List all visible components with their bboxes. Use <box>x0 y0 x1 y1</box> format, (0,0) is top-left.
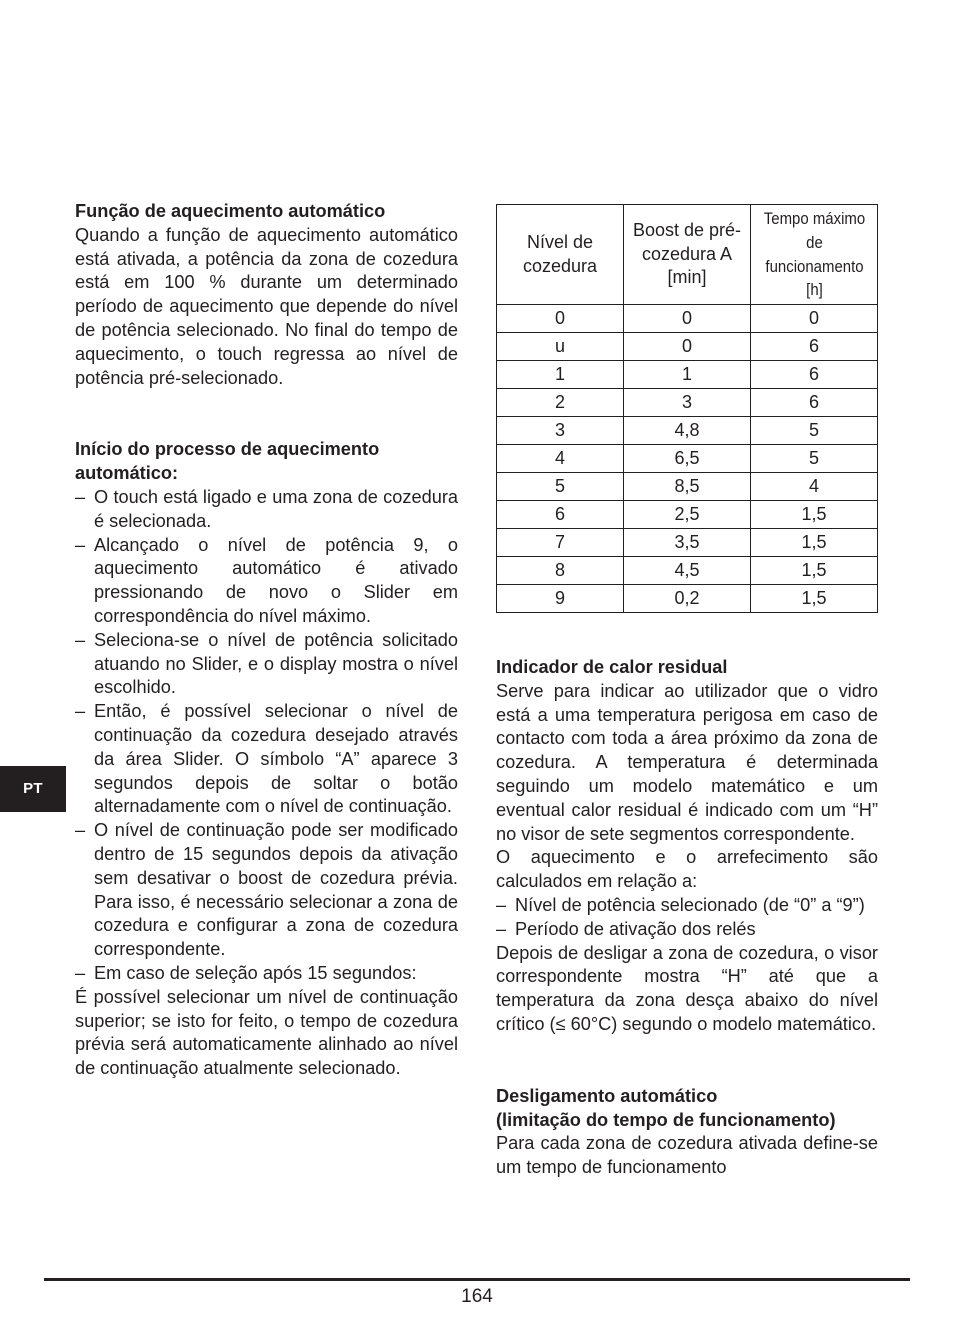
table-cell: 6 <box>497 501 624 529</box>
table-row <box>497 445 878 473</box>
table-cell: 1,5 <box>751 557 878 585</box>
table-cell: 6 <box>751 361 878 389</box>
list-item: – Nível de potência selecionado (de “0” a “9”) <box>496 894 878 918</box>
table-cell: 4,5 <box>624 557 751 585</box>
residual-heat-description: Serve para indicar ao utilizador que o vidro está a uma temperatura perigosa em caso de contacto com toda a área próximo da zona de cozedura. A temperatura é determinada seguindo um modelo matemático e um eventual calor residual é indicado com um “H” no visor de sete segmentos correspondente. <box>496 680 878 844</box>
right-column <box>496 656 878 1180</box>
auto-heat-start-heading: Início do processo de aquecimento automático: <box>75 439 380 484</box>
auto-off-heading-line2: (limitação do tempo de funcionamento) <box>496 1109 836 1130</box>
table-cell: 0 <box>497 305 624 333</box>
table-row <box>497 529 878 557</box>
auto-heat-heading: Função de aquecimento automático <box>75 201 386 221</box>
list-item: – Alcançado o nível de potência 9, o aquecimento automático é ativado pressionando de novo o Slider em correspondência do nível máximo. <box>75 534 458 629</box>
list-item: – Em caso de seleção após 15 segundos: <box>75 962 458 986</box>
table-cell: 4 <box>751 473 878 501</box>
table-row <box>497 501 878 529</box>
language-tab: PT <box>0 766 66 812</box>
table-cell: 0,2 <box>624 585 751 613</box>
list-item: – O nível de continuação pode ser modificado dentro de 15 segundos depois da ativação sem desativar o boost de cozedura prévia. Para isso, é necessário selecionar a zona de cozedura e configurar a zona de cozedura correspondente. <box>75 819 458 962</box>
table-cell: 6 <box>751 333 878 361</box>
list-item: – O touch está ligado e uma zona de cozedura é selecionada. <box>75 486 458 534</box>
table-cell: 4 <box>497 445 624 473</box>
header-max-time: Tempo máximo de funcionamento [h] <box>758 205 870 305</box>
table-cell: 1 <box>624 361 751 389</box>
footer-rule <box>44 1278 910 1281</box>
table-cell: 5 <box>751 417 878 445</box>
residual-heat-heading: Indicador de calor residual <box>496 657 728 677</box>
table-cell: 8 <box>497 557 624 585</box>
auto-off-description: Para cada zona de cozedura ativada define-se um tempo de funcionamento <box>496 1133 878 1178</box>
table-row <box>497 333 878 361</box>
residual-heat-factors-list <box>496 894 878 942</box>
table-cell: 0 <box>751 305 878 333</box>
table-cell: 5 <box>751 445 878 473</box>
left-column <box>75 200 458 1081</box>
table-header-row <box>497 205 878 305</box>
table-cell: 2,5 <box>624 501 751 529</box>
table-row <box>497 473 878 501</box>
table-row <box>497 389 878 417</box>
table-row <box>497 361 878 389</box>
residual-heat-after-off: Depois de desligar a zona de cozedura, o visor correspondente mostra “H” até que a temperatura da zona desça abaixo do nível crítico (≤ 60°C) segundo o modelo matemático. <box>496 942 878 1034</box>
auto-off-heading-line1: Desligamento automático <box>496 1085 718 1106</box>
list-item: – Seleciona-se o nível de potência solicitado atuando no Slider, e o display mostra o nível escolhido. <box>75 629 458 700</box>
table-cell: 1,5 <box>751 585 878 613</box>
auto-heat-steps-list <box>75 486 458 986</box>
table-cell: 0 <box>624 333 751 361</box>
page-number: 164 <box>461 1286 493 1307</box>
table-cell: 4,8 <box>624 417 751 445</box>
table-cell: 1 <box>497 361 624 389</box>
table-row <box>497 585 878 613</box>
list-item: – Período de ativação dos relés <box>496 918 878 942</box>
header-boost: Boost de pré-cozedura A [min] <box>624 205 751 305</box>
table-cell: 6,5 <box>624 445 751 473</box>
table-cell: 9 <box>497 585 624 613</box>
table-cell: 2 <box>497 389 624 417</box>
table-cell: 3 <box>624 389 751 417</box>
table-cell: 3,5 <box>624 529 751 557</box>
cooking-level-table <box>496 204 878 613</box>
table-cell: 5 <box>497 473 624 501</box>
table-cell: u <box>497 333 624 361</box>
table-row <box>497 417 878 445</box>
residual-heat-calc-intro: O aquecimento e o arrefecimento são calculados em relação a: <box>496 847 878 892</box>
list-item: – Então, é possível selecionar o nível de continuação da cozedura desejado através da área Slider. O símbolo “A” aparece 3 segundos depois de soltar o botão alternadamente com o nível de continuação. <box>75 700 458 819</box>
table-row <box>497 557 878 585</box>
auto-heat-tail-paragraph: É possível selecionar um nível de continuação superior; se isto for feito, o tempo de cozedura prévia será automaticamente alinhado ao nível de continuação atualmente selecionado. <box>75 986 458 1079</box>
table-row <box>497 305 878 333</box>
table-cell: 8,5 <box>624 473 751 501</box>
table-cell: 6 <box>751 389 878 417</box>
cooking-level-table-wrapper <box>496 204 878 613</box>
table-cell: 1,5 <box>751 529 878 557</box>
table-cell: 7 <box>497 529 624 557</box>
auto-heat-description: Quando a função de aquecimento automático está ativada, a potência da zona de cozedura está em 100 % durante um determinado período de aquecimento que depende do nível de potência selecionado. No final do tempo de aquecimento, o touch regressa ao nível de potência pré-selecionado. <box>75 224 458 388</box>
table-cell: 3 <box>497 417 624 445</box>
header-cooking-level: Nível de cozedura <box>497 205 624 305</box>
table-cell: 1,5 <box>751 501 878 529</box>
table-cell: 0 <box>624 305 751 333</box>
